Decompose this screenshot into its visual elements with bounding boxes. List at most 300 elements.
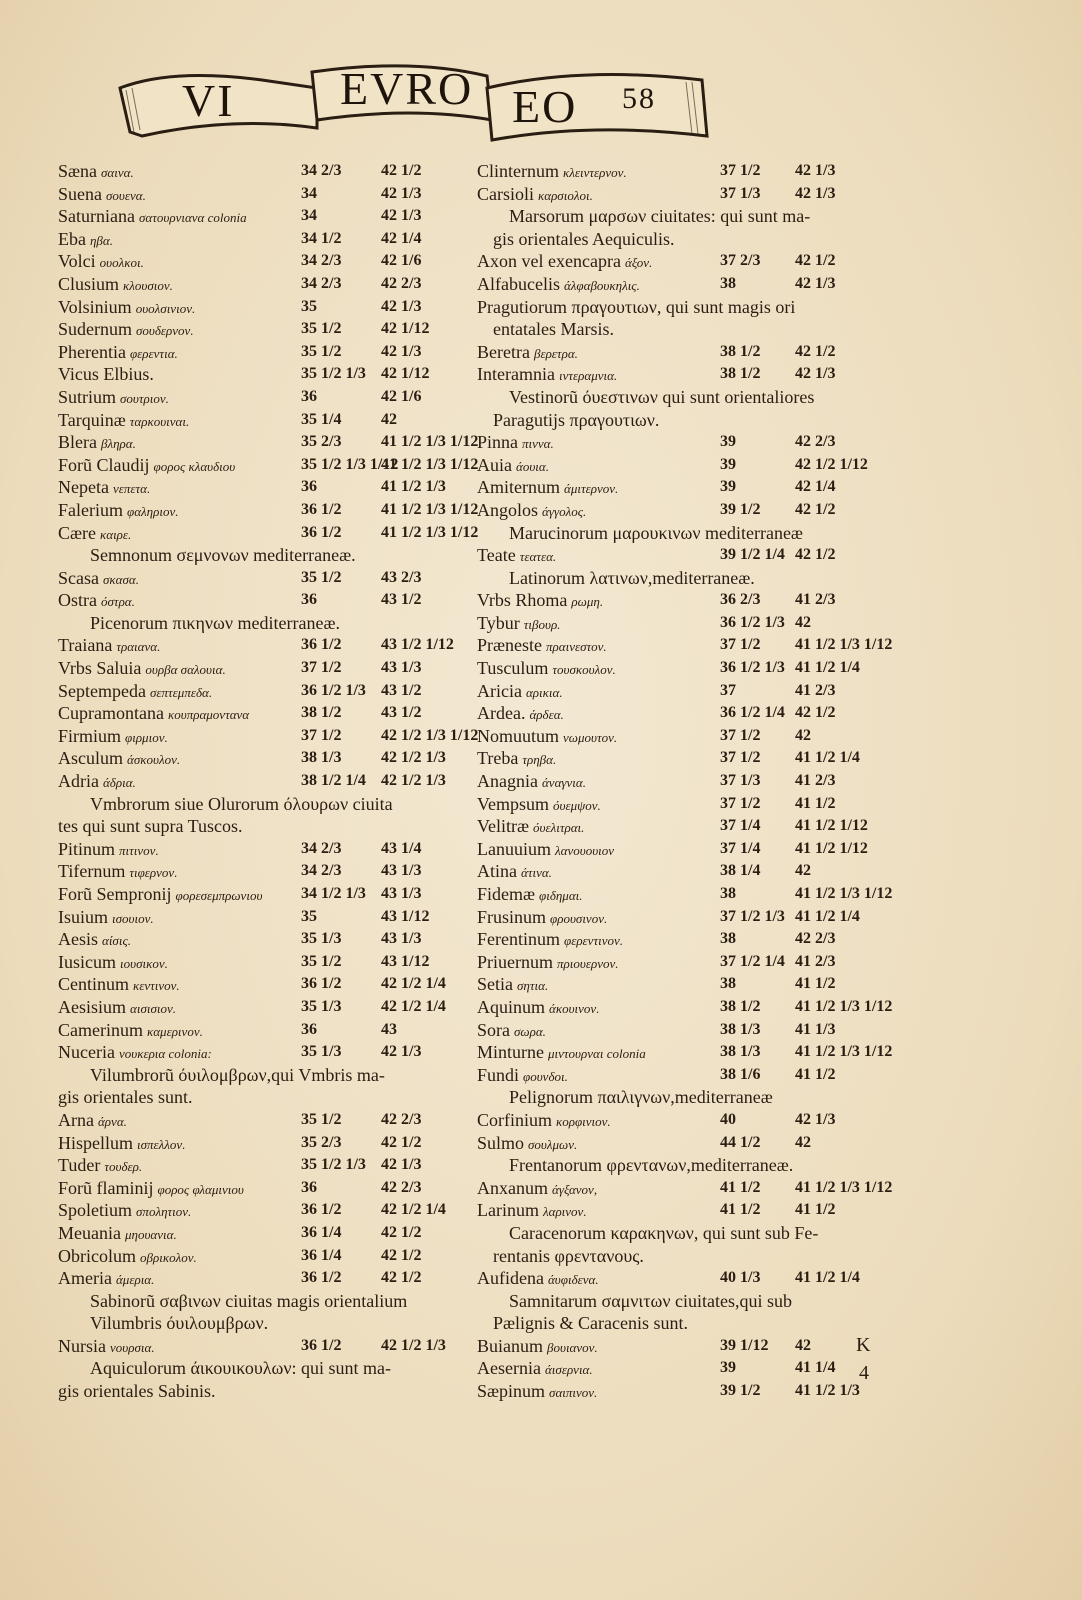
place-name (477, 815, 584, 840)
longitude: 38 1/2 (720, 997, 761, 1015)
greek-name: νεπετα. (112, 481, 151, 497)
greek-name: κορφινιον. (556, 1113, 611, 1129)
folio-number: 58 (622, 82, 656, 115)
place-entry (477, 793, 877, 816)
place-name (58, 951, 168, 976)
latitude: 42 1/2 (381, 1269, 422, 1287)
place-name (477, 1199, 587, 1224)
right-column-gazetteer (477, 160, 893, 1403)
place-name (58, 1245, 197, 1270)
place-name (477, 680, 563, 705)
place-name (58, 973, 180, 998)
place-name (58, 1335, 155, 1360)
place-entry (58, 1019, 458, 1042)
place-entry (477, 454, 877, 477)
latitude: 43 2/3 (381, 568, 422, 586)
longitude: 37 1/4 (720, 817, 761, 835)
latitude: 41 1/2 1/12 (795, 839, 868, 857)
place-name (58, 906, 154, 931)
longitude: 38 1/2 (301, 704, 342, 722)
latin-name: Nuceria (58, 1042, 115, 1063)
longitude: 39 (720, 455, 736, 473)
place-name (58, 499, 178, 524)
greek-name: σωρα. (514, 1023, 546, 1039)
longitude: 34 2/3 (301, 162, 342, 179)
longitude: 34 2/3 (301, 274, 342, 292)
greek-name: ρωμη. (571, 594, 604, 610)
place-entry (58, 1199, 458, 1222)
latitude: 41 1/2 1/3 1/12 (381, 500, 479, 518)
latitude: 43 1/4 (381, 839, 422, 857)
latitude: 42 (795, 613, 811, 631)
latin-name: Falerium (58, 499, 123, 520)
greek-name: ταρκουιναι. (129, 413, 190, 429)
latitude: 42 1/6 (381, 252, 422, 270)
place-entry (58, 973, 458, 996)
latitude: 41 1/2 1/3 1/12 (795, 1043, 893, 1061)
signature-number: 4 (859, 1362, 869, 1384)
greek-name: άναγνια. (541, 775, 586, 791)
greek-name: καμερινον. (146, 1023, 203, 1039)
latitude: 42 2/3 (381, 274, 422, 292)
latitude: 41 1/2 (795, 794, 836, 812)
longitude: 36 1/2 (301, 1201, 342, 1219)
longitude: 34 1/2 1/3 (301, 885, 366, 902)
latin-name: Meuania (58, 1222, 121, 1243)
place-name (58, 680, 212, 705)
latin-name: Volsinium (58, 296, 132, 317)
longitude: 35 1/2 1/3 (301, 1156, 366, 1174)
latin-name: Firmium (58, 725, 122, 746)
region-heading: Vilumbrorũ όυιλομβρων,qui Vmbris ma- (90, 1064, 385, 1085)
place-name (58, 838, 159, 863)
longitude: 38 (720, 975, 736, 993)
place-entry (58, 1335, 458, 1358)
latin-name: Fundi (477, 1064, 520, 1085)
place-entry (58, 770, 458, 793)
latin-name: Vrbs Saluia (58, 658, 142, 679)
greek-name: αισισιον. (130, 1000, 177, 1016)
longitude: 34 (301, 207, 317, 225)
running-head-banner (112, 58, 712, 146)
place-entry (58, 860, 458, 883)
greek-name: ιντεραμνια. (558, 368, 618, 384)
greek-name: πιτινον. (119, 842, 159, 858)
greek-name: άρνα. (97, 1113, 127, 1129)
latitude: 42 1/2 (795, 342, 836, 360)
place-name (477, 996, 599, 1021)
place-name (477, 973, 548, 998)
greek-name: οβρικολον. (140, 1249, 197, 1265)
place-entry (58, 431, 479, 454)
greek-name: όστρα. (101, 594, 135, 610)
greek-name: σπολητιον. (136, 1204, 192, 1220)
place-entry (58, 1245, 458, 1268)
greek-name: σουενα. (106, 187, 146, 203)
place-name (58, 1041, 212, 1066)
longitude: 35 1/3 (301, 930, 342, 948)
place-name (58, 1267, 154, 1292)
latitude: 42 1/6 (381, 387, 422, 405)
latin-name: Forũ Sempronij (58, 884, 172, 904)
longitude: 36 (301, 1178, 317, 1196)
greek-name: σαιπινον. (549, 1385, 598, 1401)
place-entry (477, 1041, 893, 1064)
longitude: 39 (720, 1359, 736, 1377)
place-name (58, 250, 144, 275)
latin-name: Amiternum (477, 477, 560, 498)
greek-name: τουδερ. (104, 1159, 143, 1175)
place-entry (58, 702, 458, 725)
greek-name: σαινα. (101, 165, 134, 180)
latitude: 41 2/3 (795, 681, 836, 699)
latitude: 41 1/2 1/4 (795, 907, 860, 925)
latitude: 41 1/2 1/3 1/12 (795, 1178, 893, 1196)
longitude: 34 2/3 (301, 839, 342, 857)
longitude: 35 1/2 (301, 1110, 342, 1128)
longitude: 36 1/4 (301, 1246, 342, 1264)
latitude: 42 1/2 (381, 162, 422, 179)
place-entry (477, 883, 893, 906)
greek-name: όυελιτραι. (533, 820, 585, 836)
place-name (477, 702, 564, 727)
place-entry (477, 160, 877, 183)
longitude: 38 1/2 (720, 342, 761, 360)
latin-name: Anagnia (477, 771, 538, 792)
place-name (58, 1019, 203, 1044)
place-name (477, 1019, 546, 1044)
longitude: 36 1/2 1/4 (720, 704, 785, 722)
region-heading: Vestinorũ όυεστινων qui sunt orientaliores (509, 386, 815, 407)
latin-name: Nomuutum (477, 725, 560, 746)
place-entry (58, 228, 458, 251)
latin-name: Beretra (477, 341, 530, 362)
place-entry (58, 160, 458, 183)
region-heading: Frentanorum φρεντανων,mediterraneæ. (509, 1155, 794, 1176)
place-entry (58, 1041, 458, 1064)
place-entry (477, 747, 877, 770)
latitude: 42 1/3 (795, 274, 836, 292)
place-name (477, 160, 627, 185)
latin-name: Interamnia (477, 364, 555, 385)
latin-name: Teate (477, 545, 516, 566)
latin-name: Vrbs Rhoma (477, 590, 568, 611)
region-heading: rentanis φρεντανους. (493, 1245, 644, 1266)
place-name (58, 928, 131, 953)
latitude: 42 1/2 (381, 1246, 422, 1264)
longitude: 35 (301, 907, 317, 925)
place-entry (477, 183, 877, 206)
longitude: 36 1/2 (301, 636, 342, 654)
longitude: 34 (301, 184, 317, 202)
place-entry (477, 1199, 877, 1222)
place-name (477, 1380, 597, 1405)
longitude: 35 1/2 (301, 342, 342, 360)
region-heading: gis orientales Sabinis. (58, 1381, 216, 1402)
latitude: 41 1/2 1/3 (795, 1382, 860, 1400)
region-heading: entatales Marsis. (493, 319, 614, 340)
greek-name: τρηβα. (522, 752, 557, 768)
longitude: 37 2/3 (720, 252, 761, 270)
longitude: 36 1/2 (301, 500, 342, 518)
place-name (477, 1064, 568, 1089)
place-entry (477, 906, 877, 929)
greek-name: τιφερνον. (129, 865, 178, 881)
latitude: 41 1/2 1/3 1/12 (381, 523, 479, 541)
place-name (477, 183, 593, 208)
place-name (477, 431, 554, 456)
latin-name: Sæna (58, 161, 98, 181)
latitude: 42 1/2 1/4 (381, 1201, 446, 1219)
longitude: 39 1/2 (720, 500, 761, 518)
greek-name: πριουερνον. (557, 955, 619, 971)
latin-name: Tarquinæ (58, 409, 126, 430)
latin-name: Nursia (58, 1335, 106, 1356)
greek-name: άγγολος. (542, 503, 587, 519)
latitude: 43 1/3 (381, 862, 422, 880)
place-name (477, 1177, 597, 1202)
longitude: 36 1/2 1/3 (301, 681, 366, 699)
place-name (477, 838, 614, 863)
greek-name: ουολσινιον. (135, 300, 196, 316)
place-entry (477, 1132, 877, 1155)
longitude: 37 1/2 (720, 162, 761, 179)
longitude: 44 1/2 (720, 1133, 761, 1151)
region-heading: Caracenorum καρακηνων, qui sunt sub Fe- (509, 1222, 819, 1243)
latitude: 42 1/2 1/4 (381, 997, 446, 1015)
greek-name: καιρε. (100, 526, 132, 542)
longitude: 35 1/2 (301, 952, 342, 970)
greek-name: άμιτερνον. (564, 481, 619, 497)
latin-name: Velitræ (477, 816, 529, 837)
place-name (58, 228, 113, 253)
greek-name: μιντουρναι colonia (548, 1046, 646, 1062)
latin-name: Tusculum (477, 658, 549, 679)
place-entry (477, 928, 877, 951)
latin-name: Aricia (477, 680, 522, 701)
region-heading: Samnitarum σαμνιτων ciuitates,qui sub (509, 1290, 792, 1311)
place-entry (58, 273, 458, 296)
latin-name: Anxanum (477, 1177, 548, 1198)
greek-name: σουλμων. (528, 1136, 578, 1152)
latin-name: Hispellum (58, 1132, 133, 1153)
place-name (477, 1109, 611, 1134)
region-heading: Marsorum μαρσων ciuitates: qui sunt ma- (509, 206, 811, 227)
place-name (477, 363, 617, 388)
greek-name: ουολκοι. (99, 255, 144, 271)
latin-name: Tifernum (58, 861, 126, 882)
place-name (58, 1132, 185, 1157)
latin-name: Saturniana (58, 206, 135, 227)
latitude: 43 1/2 (381, 681, 422, 699)
latitude: 41 1/2 1/12 (795, 817, 868, 835)
place-entry (477, 341, 877, 364)
place-entry (477, 273, 877, 296)
greek-name: σητια. (517, 978, 549, 994)
place-entry (58, 951, 458, 974)
greek-name: άλφαβουκηλις. (563, 277, 640, 293)
place-entry (477, 838, 877, 861)
place-name (58, 589, 135, 614)
latin-name: Aufidena (477, 1268, 544, 1289)
place-name (58, 770, 136, 795)
region-heading: Pelignorum παιλιγνων,mediterraneæ (509, 1087, 773, 1108)
place-entry (58, 409, 458, 432)
latin-name: Sulmo (477, 1132, 525, 1153)
longitude: 35 2/3 (301, 433, 342, 451)
longitude: 36 1/2 1/3 (720, 659, 785, 677)
latin-name: Nepeta (58, 477, 109, 498)
latin-name: Setia (477, 974, 513, 995)
place-entry (58, 183, 458, 206)
place-name (477, 1041, 646, 1066)
latitude: 43 1/3 (381, 659, 422, 677)
place-name (58, 702, 249, 727)
latitude: 41 1/2 1/3 1/12 (381, 433, 479, 451)
greek-name: νουκερια colonia: (118, 1046, 212, 1062)
place-name (58, 1109, 127, 1134)
place-name (477, 747, 556, 772)
latin-name: Isuium (58, 906, 109, 927)
place-entry (58, 883, 458, 906)
place-name (58, 1222, 177, 1247)
place-entry (58, 1132, 458, 1155)
latin-name: Ardea. (477, 703, 526, 724)
longitude: 37 1/3 (720, 184, 761, 202)
greek-name: άυφιδενα. (547, 1272, 599, 1288)
latin-name: Alfabucelis (477, 273, 560, 294)
latitude: 42 1/12 (381, 365, 430, 383)
latin-name: Septempeda (58, 680, 146, 701)
region-heading: Picenorum πικηνων mediterraneæ. (90, 612, 340, 633)
latin-name: Iusicum (58, 951, 116, 972)
latin-name: Suena (58, 183, 102, 204)
place-entry (58, 499, 479, 522)
greek-name: άδρια. (102, 775, 136, 791)
longitude: 37 (720, 681, 736, 699)
greek-name: πιννα. (522, 436, 554, 452)
longitude: 35 1/2 (301, 568, 342, 586)
latitude: 42 1/3 (381, 1156, 422, 1174)
signature-letter: K (856, 1334, 871, 1356)
greek-name: νωμουτον. (563, 729, 618, 745)
place-name (477, 657, 616, 682)
place-entry (477, 476, 877, 499)
greek-name: σεπτεμπεδα. (149, 684, 213, 700)
latitude: 41 2/3 (795, 591, 836, 609)
place-name (477, 454, 549, 479)
longitude: 36 1/2 (301, 1269, 342, 1287)
place-entry (58, 454, 479, 477)
longitude: 37 1/2 1/3 (720, 907, 785, 925)
longitude: 37 1/2 (720, 794, 761, 812)
latin-name: Eba (58, 228, 86, 249)
longitude: 35 1/4 (301, 410, 342, 428)
longitude: 35 1/3 (301, 997, 342, 1015)
latitude: 42 1/3 (795, 365, 836, 383)
latin-name: Vempsum (477, 793, 549, 814)
latitude: 42 1/2 1/3 (381, 1336, 446, 1354)
greek-name: άξον. (624, 255, 653, 271)
place-entry (477, 951, 877, 974)
greek-name: φορος φλαμινιου (157, 1181, 244, 1197)
place-entry (477, 1177, 893, 1200)
latin-name: Adria (58, 771, 99, 792)
greek-name: λαρινον. (542, 1204, 587, 1220)
place-name (477, 883, 583, 908)
region-heading: Pælignis & Caracenis sunt. (493, 1313, 688, 1334)
region-heading: Marucinorum μαρουκινων mediterraneæ (509, 522, 803, 543)
greek-name: ισουιον. (112, 910, 154, 926)
place-name (477, 612, 560, 637)
latin-name: Sæpinum (477, 1381, 546, 1402)
greek-name: άισερνια. (544, 1362, 593, 1378)
latin-name: Pitinum (58, 838, 116, 859)
place-entry (477, 860, 877, 883)
place-entry (477, 680, 877, 703)
greek-name: σουτριον. (120, 390, 169, 406)
longitude: 39 1/12 (720, 1336, 769, 1354)
latin-name: Treba (477, 748, 519, 769)
place-name (58, 1154, 142, 1179)
longitude: 38 1/4 (720, 862, 761, 880)
longitude: 37 1/2 (301, 659, 342, 677)
longitude: 38 1/3 (720, 1043, 761, 1061)
latitude: 43 (381, 1020, 397, 1038)
place-entry (58, 838, 458, 861)
region-heading: Vilumbris όυιλουμβρων. (90, 1313, 269, 1334)
greek-name: τιβουρ. (523, 616, 561, 632)
place-name (58, 183, 146, 208)
longitude: 37 1/2 1/4 (720, 952, 785, 970)
place-entry (58, 634, 458, 657)
place-entry (58, 906, 458, 929)
place-entry (477, 1335, 877, 1358)
place-entry (58, 657, 458, 680)
place-name (477, 499, 586, 524)
place-name (477, 634, 607, 659)
place-entry (477, 499, 877, 522)
latitude: 42 1/4 (381, 229, 422, 247)
latin-name: Sora (477, 1019, 510, 1040)
place-entry (477, 1357, 877, 1380)
place-name (58, 318, 194, 343)
place-entry (477, 996, 893, 1019)
longitude: 35 1/2 1/3 1/12 (301, 455, 399, 473)
longitude: 36 1/2 (301, 1336, 342, 1354)
latitude: 42 1/3 (381, 342, 422, 360)
latitude: 42 1/2 1/3 (381, 772, 446, 790)
place-name (58, 205, 247, 230)
region-heading: Sabinorũ σαβινων ciuitas magis orientalium (90, 1290, 408, 1311)
place-entry (58, 1109, 458, 1132)
latitude: 42 1/2 (795, 546, 836, 564)
latitude: 41 1/2 (795, 1065, 836, 1083)
greek-name: φρουσινον. (550, 910, 608, 926)
place-entry (477, 1064, 877, 1087)
latin-name: Ameria (58, 1268, 112, 1289)
latitude: 42 1/2 (795, 252, 836, 270)
place-name (477, 341, 578, 366)
region-heading: tes qui sunt supra Tuscos. (58, 816, 243, 837)
region-heading: gis orientales Aequiculis. (493, 228, 675, 249)
place-name (477, 928, 623, 953)
greek-name: όυεμψον. (553, 797, 601, 813)
longitude: 38 1/2 (720, 365, 761, 383)
latitude: 42 1/2 (795, 500, 836, 518)
place-name (477, 951, 618, 976)
greek-name: κεντινον. (133, 978, 180, 994)
